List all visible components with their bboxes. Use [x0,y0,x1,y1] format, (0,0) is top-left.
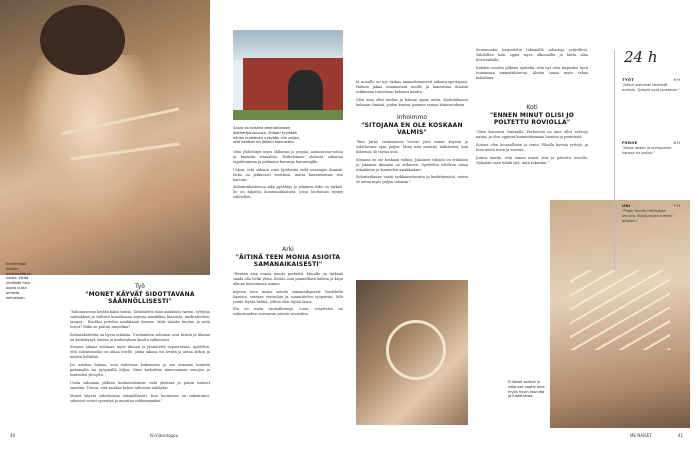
sidebar-name: PERHE [622,140,638,145]
paragraph: Sidontaköitteitä on hyvin erilaisia. Useimmiten sidonnat ovat tiiviitä ja tilanne on keskittynyt, käsien ja kosketuksen kautta sulkeutuva. [70,332,210,342]
sidebar-hours: 9 H [673,77,680,82]
column-arki [233,272,343,435]
section-heading-inhoimmo: "SITOJANA EN OLE KOSKAAN VALMIS" [361,122,463,136]
photo-figure [20,55,160,225]
house-photo [233,30,343,120]
bottom-photo-caption: Erilaiset solmut ja sidonnat vaativ aina myös hyvin kauniita ja luotatuksia. [508,380,545,399]
section-label-inhoimmo: Inhoimmo [396,114,428,121]
paragraph: Joskus mietin, että ennen minut olisi jo poltettu roviolla. Nykyään saan tehdä sitä, mitä rakastan." [476,155,588,165]
rope-photo-left [356,280,468,425]
paragraph: Ilta on usein rauhallisempi. Luen, venyttelen tai valmistaudun seuraavan päivän sessioihin. [233,307,343,317]
rope-photo-lines [570,270,670,350]
section-heading-tyo: "MONET KÄYVÄT SIDOTTAVANA SÄÄNNÖLLISESTI" [85,291,195,305]
page-number-right: 41 [678,433,684,438]
paragraph: "Sidontasessio kestää kaksi tuntia. Valmistelen tilan asiakasta varten, syttytän suitsukkeet ja valitsen tunnelmaan sopivaa musiikkia: klassista, meditatiivista, tangoa... Esiolkai juttelen asiakkaani kanssa. Mitä tänään kuuluu ja mitä toivot? Mikä on päivän tunnelma? [70,310,210,329]
column-tyo [70,310,210,435]
sidebar-item-uni [622,203,680,224]
paragraph: Sidontatilanne vaatii tarkkaavaisuutta ja keskittymistä, mutta se antaa myös paljon takaisin." [356,175,468,185]
paragraph: Kotona olen luonnollinen ja rento. Pihalla kasvaa yrttejä, ja teen niistä teetä ja voiteita. [476,142,588,152]
paragraph: Olen yhdistänyt myös shibariin jo joogan, aamusauna-voissa ja kauniita rituaaleja. Esittelemme yhdessä sidontaa tapahtumissa ja pidämme kursseja harrastajille. [233,150,343,164]
paragraph: Olen aina ollut utelias ja haluan oppia uutta. Koulutuksissa kohtaan ihmisiä, joiden kanssa jaamme saman kiinnostuksen. [356,97,468,107]
paragraph: Arjessa teen monia asioita samanaikaisesti: huolehdin lapsista, vastaan viesteihin ja suunnittelen työpäivän. Silti yritän löytää hetkiä, jolloin olen täysin läsnä. [233,289,343,304]
section-heading-koti: "ENNEN MINUT OLISI JO POLTETTU ROVIOLLA" [489,112,575,126]
sidebar-text: "Aikaa lasten ja kumppanin kanssa on paljon." [622,146,672,155]
paragraph: "Olen kasvanut Vantaalla. Perheessä on aina ollut vahvoja naisia, ja olen oppinut kunnioittamaan luontoa ja perinteitä. [476,130,588,139]
paragraph: Session aikana sidotaan myös ilmaan ja jännitteitä vapautetaan. Ajattelen, että sidontatuokio on aikaa itselle, jonka aikana voi levätä ja antaa kehon ja mielen hellittää. [70,345,210,360]
paragraph: Sidontatilanteessa aika pysähtyy ja jokainen liike on tärkeä. Se on hiljaista kommunikaatiota, jossa luottamus syntyy vähitellen. [233,185,343,200]
sidebar-hours: 7 H [673,203,680,208]
sidebar-hours: 8 H [673,140,680,145]
paragraph: Seuraavaksi harjoittelin tekemällä sidontoja ystävilleni. Vähitellen hain oppia myös ulkomailta ja kävin alan festivaaleilla. [476,48,588,62]
sidebar-name: UNI [622,203,631,208]
paragraph: Uskon, että sidonta voisi hyödyttää vielä useampia ihmisiä. Keho on jatkuvasti viestinsä, mutta kuuntelemme sitä harvoin. [233,167,343,182]
column-r1-top [356,80,468,110]
running-head-left: IS-Viikonloppu [150,433,179,438]
paragraph: Monet käyvät sidottavana säännöllisesti. Kun luottamus on rakentunut, sidonnat voivat syventyä ja muuttua rohkeammiksi." [70,393,210,403]
house-photo-figure [288,70,323,115]
column-koti [476,130,588,200]
paragraph: "Herään aina ennen muuta perhettä. Minulle on tärkeää saada olla hetki yksin. Keitän ison pannullisen kahvia ja käyn ulkona katsomassa aamua. [233,272,343,286]
column-mid [233,150,343,242]
paragraph: Kahden vuoden jälkeen ajattelin, että nyt olen tarpeeksi hyvä toimimaan ammattilaisena. Aloitin sanaa myös rahaa kokeiluna. [476,65,588,80]
paragraph: Jos asiakas haluaa, voin vahvistaa kokemusta ja sen avaamia tunteita puhumalla tai pysymällä hiljaa. Nimi tarkoittaa nimenomaan sanojen ja tunteiden yhteyttä. [70,363,210,377]
main-photo [0,0,210,275]
sidebar-text: "Jotkut sidonnat kestävät tunteja. Työajat ovat joustavia." [622,83,680,92]
column-inhoimmo [356,140,468,268]
house-photo-caption: Saara on toiseha ammattilaisen leathertjanuvuista. Shibari tyylittää hänen kurkeinen nykyään niin paljon, että kaatten on jälleen taka-alalla. [233,126,301,145]
section-label-koti: Koti [526,104,538,111]
section-label-tyo: Työ [135,283,145,290]
paragraph: "Kun Jarno vastusmisen herran järti minut köysiin ja sidottavana opin paljon. Moni asia muuttui nähtävästi, kun kokemus oli täysin uusi. [356,140,468,154]
paragraph: Usein sidonnan jälkeen keskustelemme vielä yhdessä ja puran tunteet sanoiksi. Toivon, että asiakas kokee tulleensa nähdyksi. [70,380,210,390]
house-photo-tree [233,30,343,60]
house-photo-grass [233,110,343,120]
running-head-right: ME NAISET [630,433,652,438]
rope-photo-right [550,200,690,428]
sidebar-text: "Pidän huolta riittävästä levosta. Nukkumaan menen aikaisin." [622,209,673,223]
main-photo-caption: Enemmistö Saaren asiakkaista on naisia. Heitä yhdistää halu oppia uutta omasta kehostaan. [6,262,32,300]
sidebar-name: TYÖT [622,77,635,82]
sidebar-item-perhe [622,140,680,156]
column-r2-top [476,48,588,98]
sidebar-title: 24 h [624,48,658,66]
sidebar-divider [614,50,615,270]
page-number-left: 40 [10,433,16,438]
paragraph: tä minulle on nyt raskas ammattimaisesti sidonta-opettajana. Haluan jakaa osaamistani muille ja kannustaa ihmisiä tutkimaan tunteitaan kehonsa kautta. [356,80,468,94]
rope-photo-knot [386,320,446,380]
sidebar-item-tyot [622,77,680,93]
photo-hair [40,5,125,75]
section-label-arki: Arki [282,246,294,253]
section-heading-arki: "ÄITINÄ TEEN MONIA ASIOITA SAMANAIKAISESTI" [235,254,341,268]
paragraph: Sitojana en ole koskaan valmis. Jokainen sidonta on erilainen ja jokainen ihminen on erilainen. Opettelen edelleen uusia tekniikoita ja kuuntelen asiakkaitani. [356,157,468,172]
